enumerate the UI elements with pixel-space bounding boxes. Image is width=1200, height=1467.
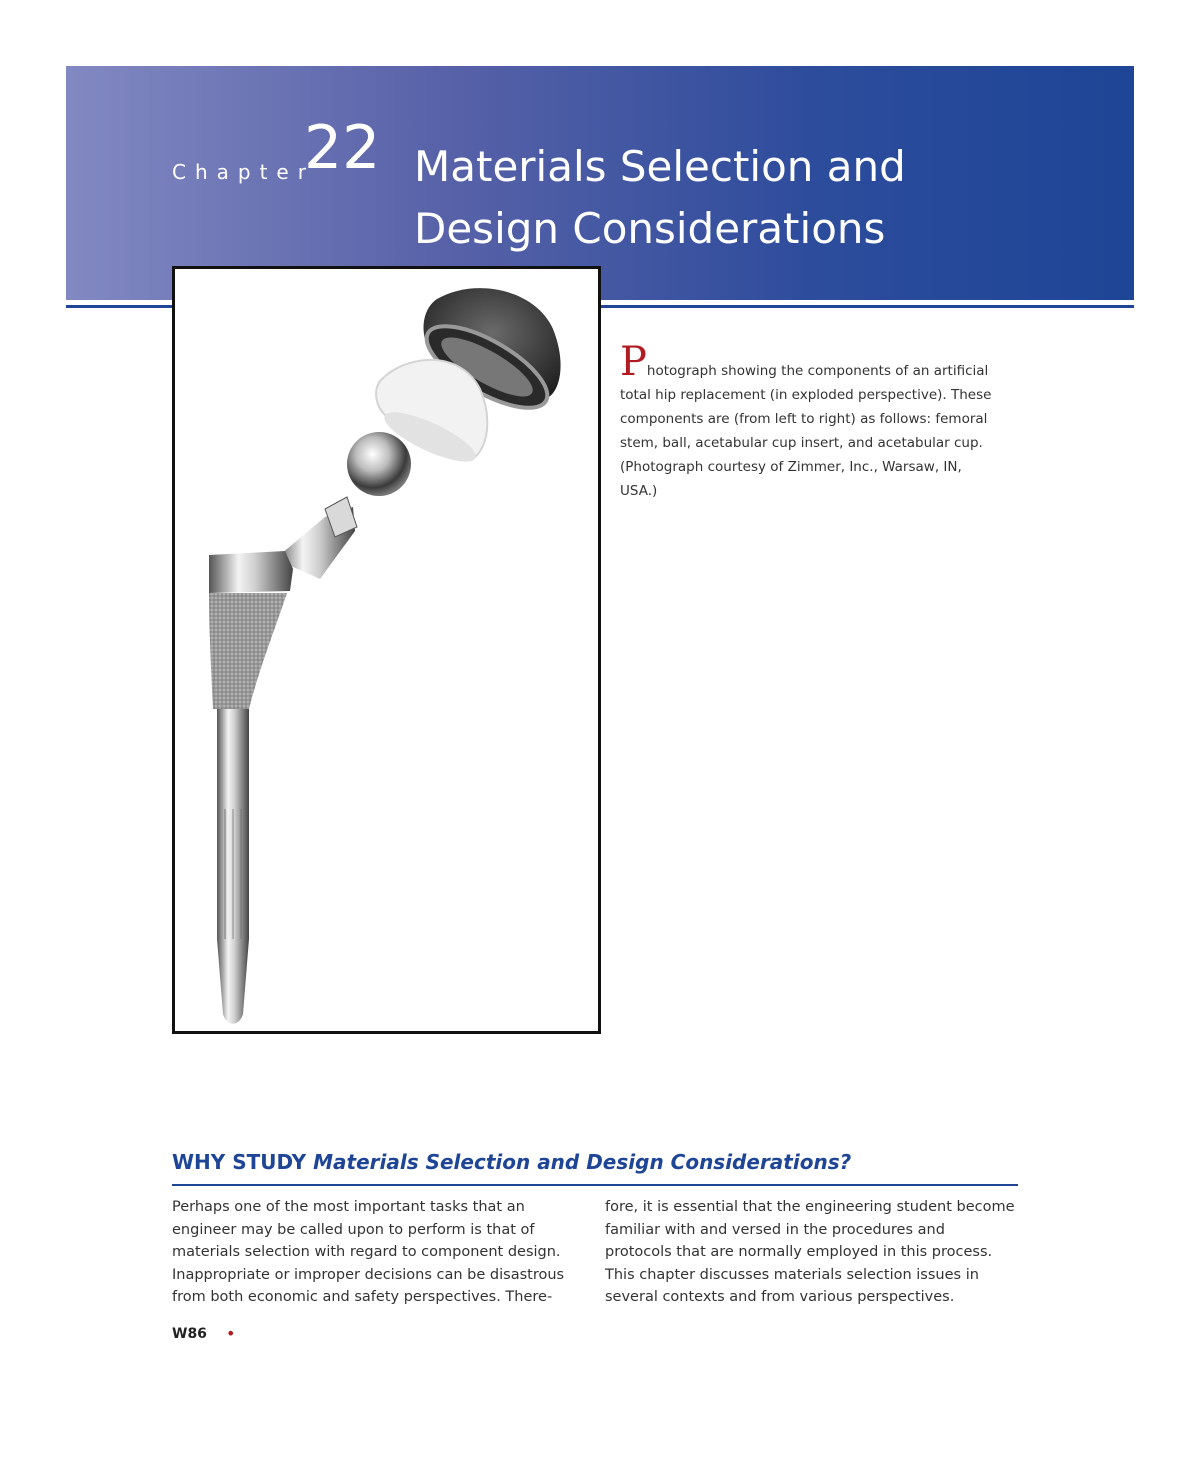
folio-bullet: • <box>226 1324 236 1343</box>
why-study-right-column: fore, it is essential that the engineering student become familiar with and versed in the procedures and protocols that are normally employed in this process. This chapter discusses materials selection issues in several contexts and from various perspectives. <box>605 1199 1015 1305</box>
hip-implant-illustration <box>175 269 598 1031</box>
why-study-topic: Materials Selection and Design Considerations? <box>313 1150 852 1174</box>
why-study-prefix: WHY STUDY <box>172 1150 314 1174</box>
chapter-title <box>414 136 906 260</box>
chapter-title-line1: Materials Selection and <box>414 142 906 191</box>
chapter-label: Chapter <box>172 160 315 184</box>
femoral-stem <box>217 709 249 1024</box>
hip-implant-photo <box>172 266 601 1034</box>
photo-caption <box>620 339 1000 503</box>
why-study-left-column: Perhaps one of the most important tasks that an engineer may be called upon to perform is that of materials selection with regard to component design. Inappropriate or improper decisions can be disastrous from both economic and safety perspectives. There- <box>172 1199 565 1305</box>
caption-dropcap: P <box>620 339 647 385</box>
why-study-heading <box>172 1150 1018 1186</box>
caption-text: hotograph showing the components of an artificial total hip replacement (in exploded perspective). These components are (from left to right) as follows: femoral stem, ball, acetabular cup insert, and acetabular cup. (Photograph courtesy of Zimmer, Inc., Warsaw, IN, USA.) <box>620 363 992 499</box>
chapter-title-line2: Design Considerations <box>414 204 886 253</box>
porous-coating <box>209 593 287 709</box>
stem-shoulder <box>209 551 293 593</box>
page-number: W86 <box>172 1326 207 1342</box>
femoral-ball <box>347 432 411 496</box>
chapter-number: 22 <box>304 113 381 183</box>
